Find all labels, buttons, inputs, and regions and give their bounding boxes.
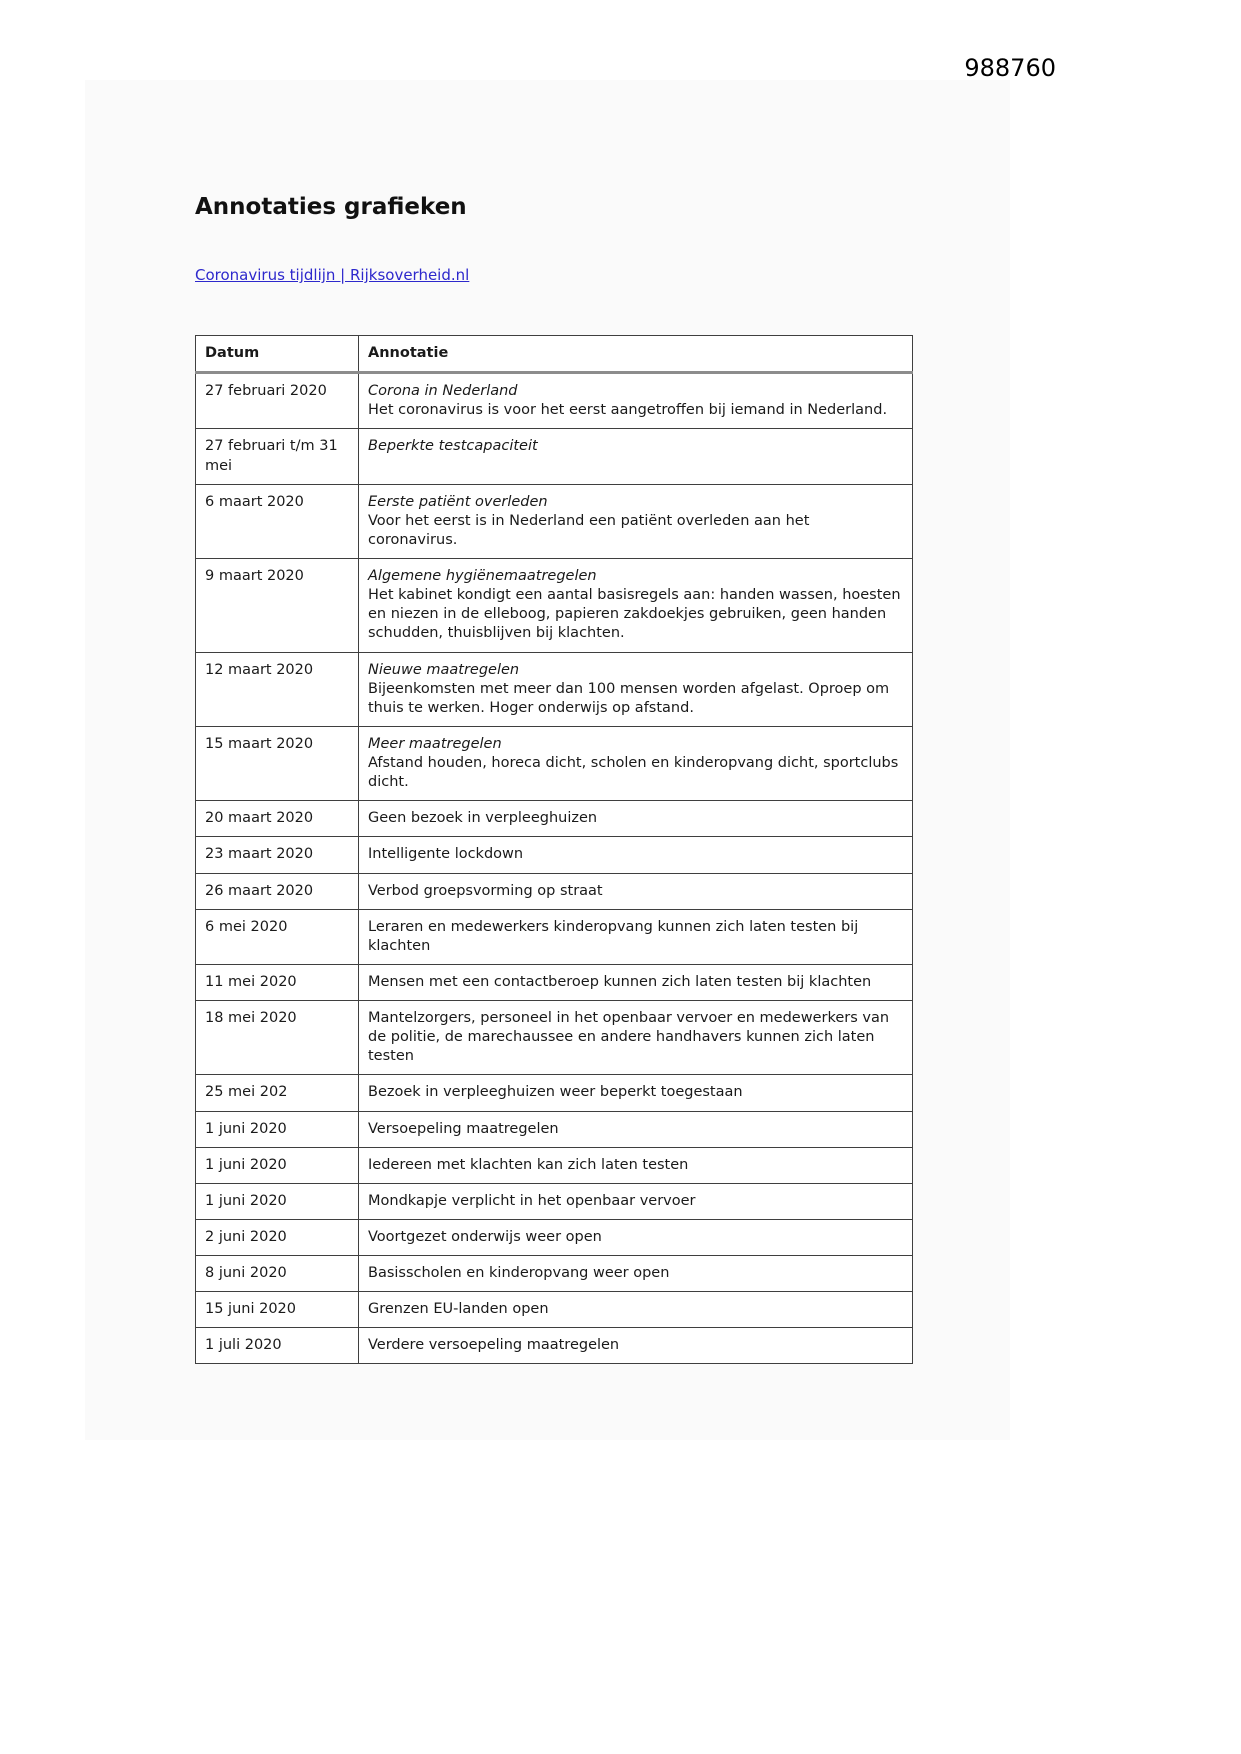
table-row — [196, 726, 913, 800]
date-cell — [196, 964, 359, 1000]
annotation-text: Bijeenkomsten met meer dan 100 mensen worden afgelast. Oproep om thuis te werken. Hoger onderwijs op afstand. — [368, 680, 890, 716]
annotation-cell — [359, 873, 913, 909]
date-cell — [196, 1075, 359, 1111]
date-cell — [196, 909, 359, 964]
date-cell — [196, 429, 359, 484]
date-text: 6 mei 2020 — [205, 918, 288, 935]
date-text: 1 juni 2020 — [205, 1120, 287, 1137]
date-text: 11 mei 2020 — [205, 973, 297, 990]
date-text: 12 maart 2020 — [205, 661, 314, 678]
table-row — [196, 873, 913, 909]
annotations-table — [195, 335, 913, 1364]
annotation-text: Verdere versoepeling maatregelen — [368, 1337, 620, 1354]
date-cell — [196, 837, 359, 873]
table-row — [196, 1292, 913, 1328]
table-row — [196, 1328, 913, 1364]
date-text: 8 juni 2020 — [205, 1265, 287, 1281]
page-title: Annotaties grafieken — [195, 194, 467, 220]
coronavirus-timeline-link[interactable]: Coronavirus tijdlijn | Rijksoverheid.nl — [195, 266, 470, 284]
annotation-cell — [359, 801, 913, 837]
date-cell — [196, 1001, 359, 1075]
column-header-datum: Datum — [196, 336, 359, 373]
date-cell — [196, 873, 359, 909]
date-text: 6 maart 2020 — [205, 493, 304, 510]
annotation-text: Leraren en medewerkers kinderopvang kunnen zich laten testen bij klachten — [368, 918, 859, 954]
annotation-cell — [359, 1147, 913, 1183]
annotation-cell — [359, 909, 913, 964]
table-row — [196, 1256, 913, 1292]
date-cell — [196, 559, 359, 653]
annotation-cell — [359, 484, 913, 558]
date-cell — [196, 1292, 359, 1328]
table-header-row — [196, 336, 913, 373]
date-cell — [196, 801, 359, 837]
date-text: 18 mei 2020 — [205, 1010, 297, 1026]
table-row — [196, 1219, 913, 1255]
annotation-cell — [359, 1256, 913, 1292]
date-text: 1 juni 2020 — [205, 1192, 287, 1209]
table-row — [196, 484, 913, 558]
annotation-text: Basisscholen en kinderopvang weer open — [368, 1265, 670, 1281]
annotation-text: Geen bezoek in verpleeghuizen — [368, 810, 598, 827]
date-cell — [196, 373, 359, 429]
table-row — [196, 964, 913, 1000]
date-text: 2 juni 2020 — [205, 1228, 287, 1245]
annotation-text: Voor het eerst is in Nederland een patiënt overleden aan het coronavirus. — [368, 512, 810, 548]
date-text: 1 juli 2020 — [205, 1337, 282, 1354]
annotation-text: Intelligente lockdown — [368, 846, 524, 863]
table-row — [196, 559, 913, 653]
date-text: 15 juni 2020 — [205, 1301, 297, 1318]
date-cell — [196, 1328, 359, 1364]
column-header-annotatie: Annotatie — [359, 336, 913, 373]
annotation-title: Algemene hygiënemaatregelen — [368, 568, 597, 584]
annotation-text: Versoepeling maatregelen — [368, 1120, 559, 1137]
annotation-text: Mensen met een contactberoep kunnen zich laten testen bij klachten — [368, 973, 872, 990]
date-text: 15 maart 2020 — [205, 735, 314, 752]
table-row — [196, 373, 913, 429]
annotation-cell — [359, 837, 913, 873]
table-row — [196, 1111, 913, 1147]
date-cell — [196, 1256, 359, 1292]
date-cell — [196, 652, 359, 726]
table-row — [196, 909, 913, 964]
table-row — [196, 652, 913, 726]
table-row — [196, 1147, 913, 1183]
annotation-title: Meer maatregelen — [368, 735, 502, 752]
annotation-text: Afstand houden, horeca dicht, scholen en kinderopvang dicht, sportclubs dicht. — [368, 755, 899, 791]
annotation-cell — [359, 1183, 913, 1219]
date-cell — [196, 1111, 359, 1147]
annotation-text: Mondkapje verplicht in het openbaar vervoer — [368, 1192, 696, 1209]
table-body — [196, 373, 913, 1364]
annotation-title: Nieuwe maatregelen — [368, 661, 520, 678]
date-cell — [196, 1183, 359, 1219]
table-row — [196, 1075, 913, 1111]
annotation-cell — [359, 373, 913, 429]
table-row — [196, 1001, 913, 1075]
date-text: 20 maart 2020 — [205, 810, 314, 827]
annotation-title: Beperkte testcapaciteit — [368, 438, 538, 455]
date-text: 1 juni 2020 — [205, 1156, 287, 1173]
annotation-cell — [359, 652, 913, 726]
annotation-cell — [359, 1075, 913, 1111]
table-row — [196, 429, 913, 484]
annotation-cell — [359, 726, 913, 800]
date-text: 26 maart 2020 — [205, 882, 314, 899]
annotation-text: Mantelzorgers, personeel in het openbaar vervoer en medewerkers van de politie, de marechaussee en andere handhavers kunnen zich laten testen — [368, 1010, 890, 1065]
annotation-text: Verbod groepsvorming op straat — [368, 882, 603, 899]
table-row — [196, 837, 913, 873]
annotation-title: Corona in Nederland — [368, 383, 518, 400]
table-row — [196, 801, 913, 837]
date-cell — [196, 1147, 359, 1183]
annotation-text: Grenzen EU-landen open — [368, 1301, 549, 1318]
annotation-text: Bezoek in verpleeghuizen weer beperkt toegestaan — [368, 1084, 743, 1101]
date-text: 27 februari t/m 31 mei — [205, 438, 338, 474]
date-cell — [196, 484, 359, 558]
annotation-cell — [359, 429, 913, 484]
annotation-cell — [359, 964, 913, 1000]
table-row — [196, 1183, 913, 1219]
date-text: 9 maart 2020 — [205, 568, 304, 584]
annotation-title: Eerste patiënt overleden — [368, 493, 548, 510]
annotation-text: Het kabinet kondigt een aantal basisregels aan: handen wassen, hoesten en niezen in de elleboog, papieren zakdoekjes gebruiken, geen handen schudden, thuisblijven bij klachten. — [368, 587, 901, 642]
date-text: 23 maart 2020 — [205, 846, 314, 863]
date-cell — [196, 726, 359, 800]
annotation-cell — [359, 1111, 913, 1147]
annotation-cell — [359, 1328, 913, 1364]
annotation-cell — [359, 1001, 913, 1075]
annotation-text: Iedereen met klachten kan zich laten testen — [368, 1156, 689, 1173]
date-cell — [196, 1219, 359, 1255]
annotation-cell — [359, 1292, 913, 1328]
date-text: 27 februari 2020 — [205, 383, 327, 400]
document-number: 988760 — [964, 54, 1056, 82]
annotation-cell — [359, 559, 913, 653]
annotation-cell — [359, 1219, 913, 1255]
annotation-text: Voortgezet onderwijs weer open — [368, 1228, 602, 1245]
annotation-text: Het coronavirus is voor het eerst aangetroffen bij iemand in Nederland. — [368, 402, 888, 419]
date-text: 25 mei 202 — [205, 1084, 288, 1101]
